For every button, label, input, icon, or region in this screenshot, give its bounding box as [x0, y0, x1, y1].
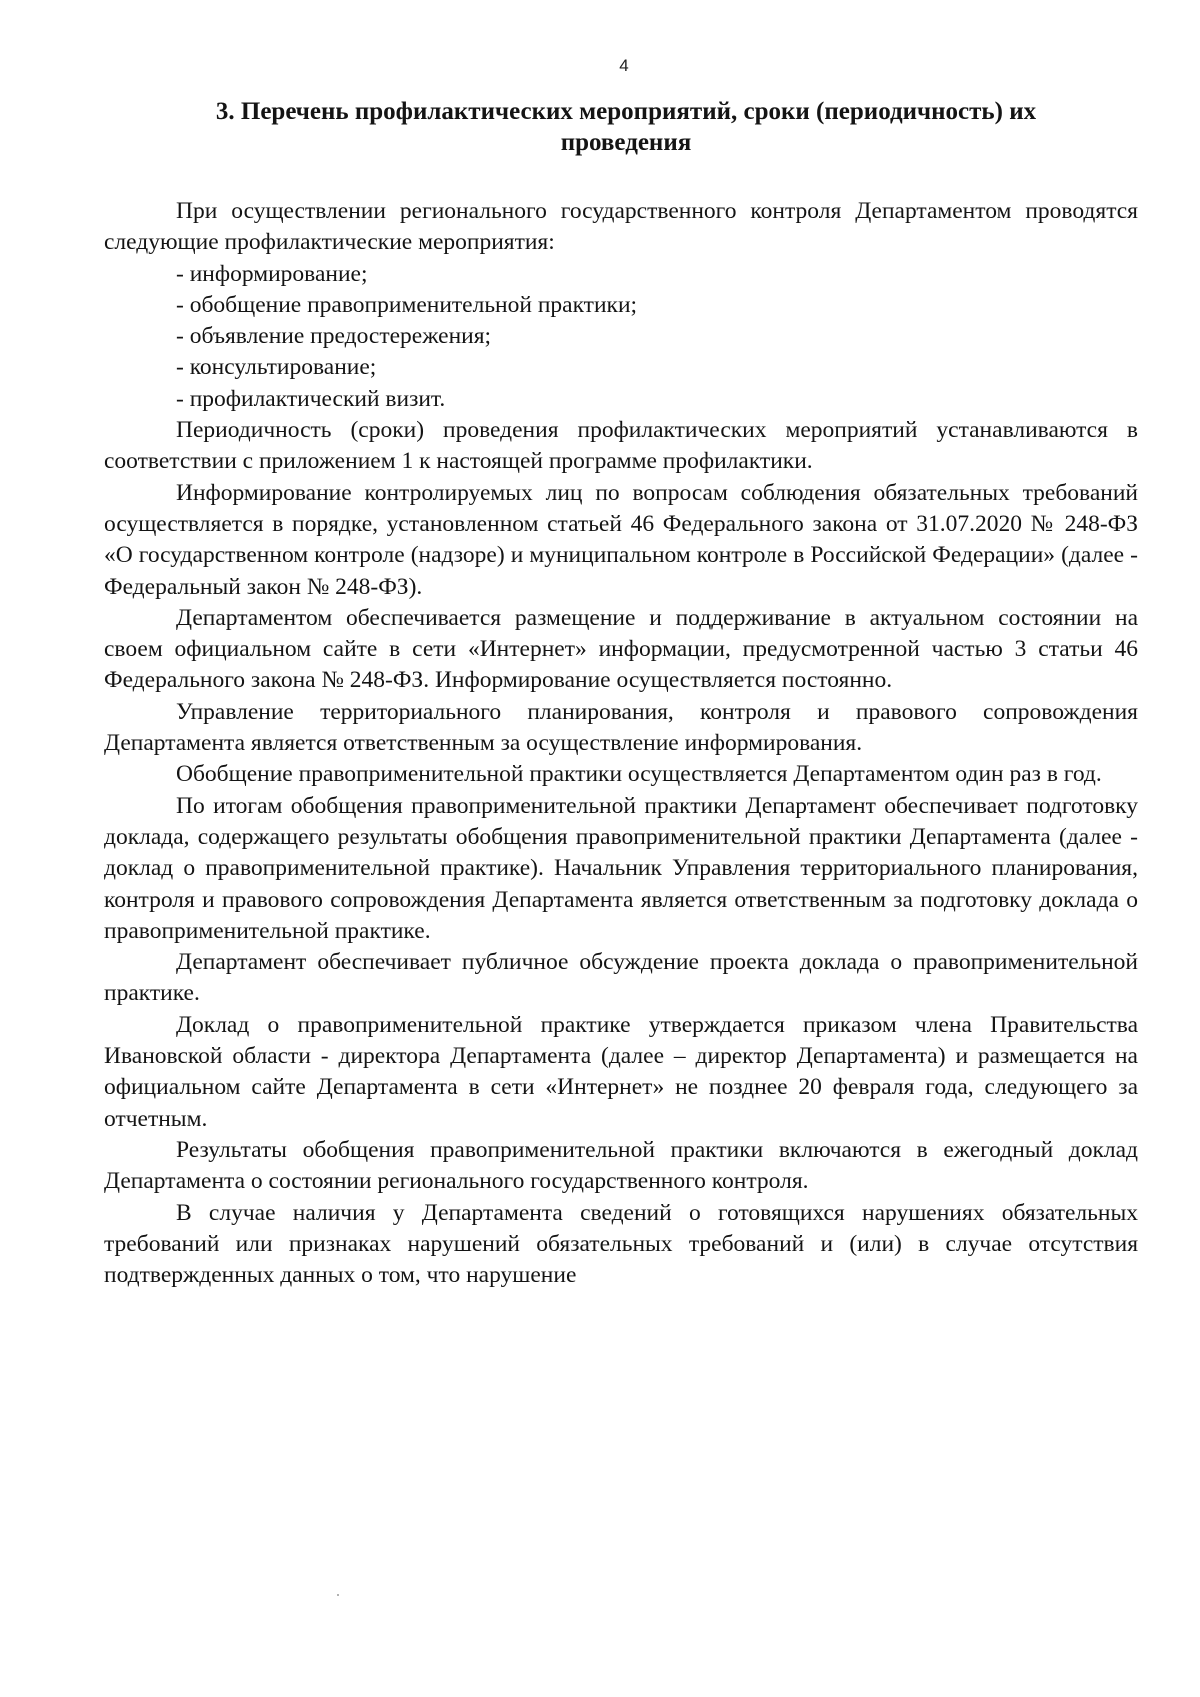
paragraph: Департамент обеспечивает публичное обсуждение проекта доклада о правоприменительной практике.	[104, 949, 1138, 1007]
list-item: - консультирование;	[176, 354, 377, 381]
document-body	[104, 196, 1138, 1291]
paragraph: Обобщение правоприменительной практики осуществляется Департаментом один раз в год.	[176, 761, 1102, 788]
paragraph: По итогам обобщения правоприменительной практики Департамент обеспечивает подготовку доклада, содержащего результаты обобщения правоприменительной практики Департамента (далее - доклад о правоприменительной практике). Начальник Управления территориального планирования, контроля и правового сопровождения Департамента является ответственным за подготовку доклада о правоприменительной практике.	[104, 792, 1138, 944]
paragraph: Управление территориального планирования, контроля и правового сопровождения Департамента является ответственным за осуществление информирования.	[104, 698, 1138, 757]
paragraph: Департаментом обеспечивается размещение и поддерживание в актуальном состоянии на своем официальном сайте в сети «Интернет» информации, предусмотренной частью 3 статьи 46 Федерального закона № 248-ФЗ. Информирование осуществляется постоянно.	[104, 604, 1138, 694]
list-item: - обобщение правоприменительной практики;	[176, 291, 638, 318]
section-heading: 3. Перечень профилактических мероприятий, сроки (периодичность) их проведения	[215, 98, 1037, 156]
paragraph: Информирование контролируемых лиц по вопросам соблюдения обязательных требований осуществляется в порядке, установленном статьей 46 Федерального закона от 31.07.2020 № 248-ФЗ «О государственном контроле (надзоре) и муниципальном контроле в Российской Федерации» (далее - Федеральный закон № 248-ФЗ).	[104, 479, 1138, 600]
list-item: - информирование;	[176, 260, 368, 287]
paragraph-intro: При осуществлении регионального государственного контроля Департаментом проводятся следующие профилактические мероприятия:	[104, 198, 1138, 256]
paragraph: Доклад о правоприменительной практике утверждается приказом члена Правительства Ивановской области - директора Департамента (далее – директор Департамента) и размещается на официальном сайте Департамента в сети «Интернет» не позднее 20 февраля года, следующего за отчетным.	[104, 1011, 1138, 1132]
page-number: 4	[619, 56, 629, 75]
scan-speck	[337, 1594, 339, 1596]
paragraph: В случае наличия у Департамента сведений о готовящихся нарушениях обязательных требований или признаках нарушений обязательных требований и (или) в случае отсутствия подтвержденных данных о том, что нарушение	[104, 1199, 1138, 1289]
list-item: - объявление предостережения;	[176, 323, 492, 350]
measures-list	[104, 259, 1138, 415]
list-item: - профилактический визит.	[176, 385, 446, 412]
paragraph: Результаты обобщения правоприменительной практики включаются в ежегодный доклад Департамента о состоянии регионального государственного контроля.	[104, 1136, 1138, 1195]
paragraph: Периодичность (сроки) проведения профилактических мероприятий устанавливаются в соответствии с приложением 1 к настоящей программе профилактики.	[104, 417, 1138, 475]
